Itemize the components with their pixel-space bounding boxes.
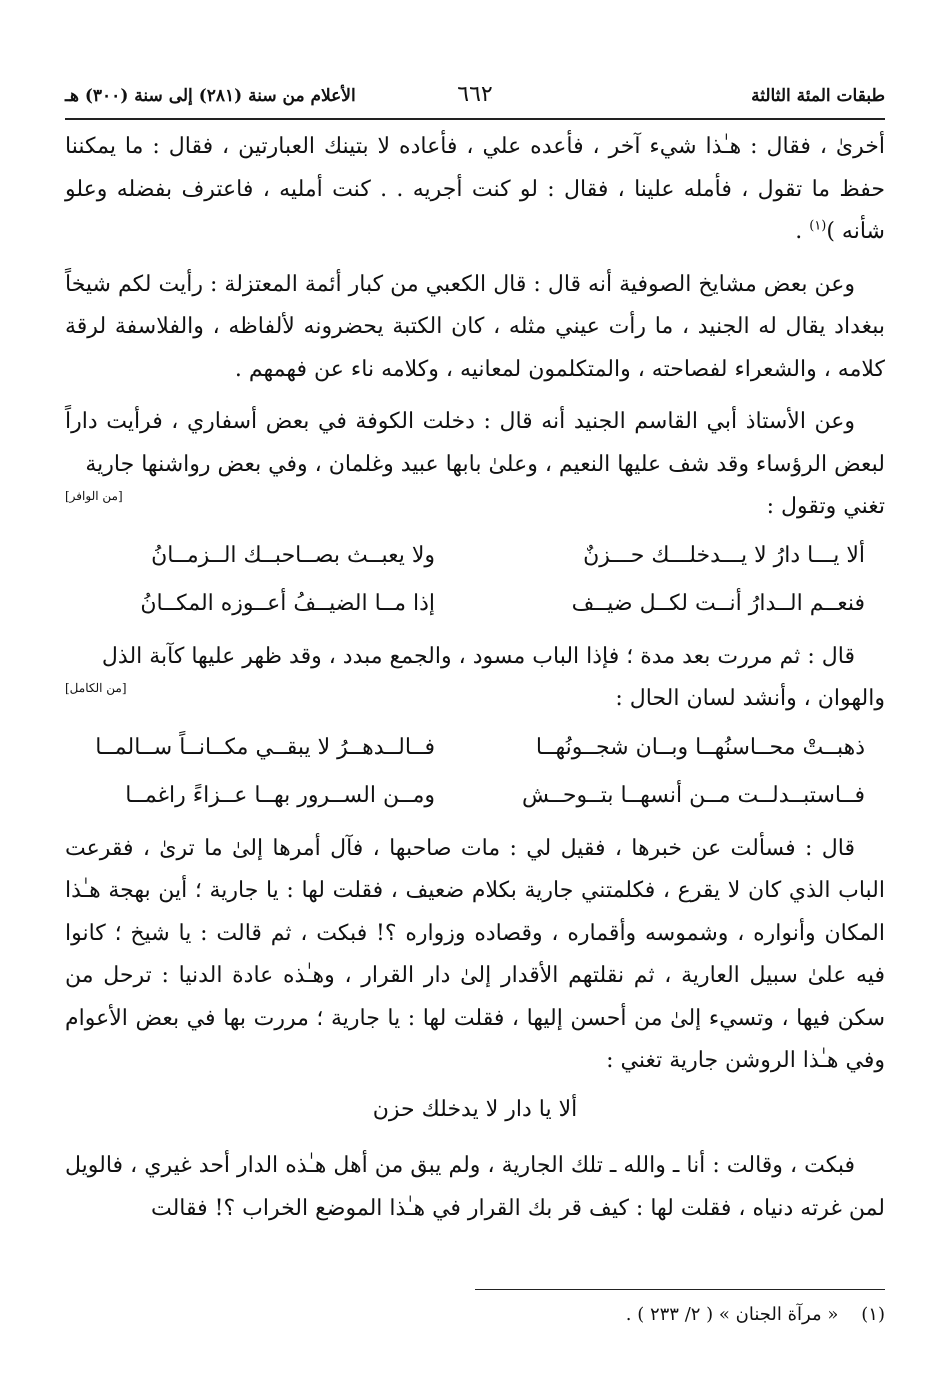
paragraph-6-text: فبكت ، وقالت : أنا ـ والله ـ تلك الجارية ، ولم يبق من أهل هـٰذه الدار أحد غيري ، فالويل لمن غرته دنياه ، فقلت لها : كيف قر بك القرار في هـٰذا الموضع الخراب ؟! فقالت bbox=[65, 1153, 885, 1221]
paragraph-1-text: أخرىٰ ، فقال : هـٰذا شيء آخر ، فأعده علي ، فأعاده لا بتينك العبارتين ، فقال : ما يمكننا حفظ ما تقول ، فأمله علينا ، فقال : لو كنت أجريه . . كنت أمليه ، فاعترف بفضله وعلو شأنه ) bbox=[65, 134, 885, 244]
meter-label: [من الوافر] bbox=[65, 489, 123, 503]
paragraph-1-end: . bbox=[795, 219, 810, 244]
verse-line bbox=[65, 535, 885, 578]
paragraph-3-last-text: تغني وتقول : bbox=[766, 494, 885, 519]
poem-2 bbox=[65, 727, 885, 818]
paragraph-4 bbox=[65, 636, 885, 679]
footnote-number: (١) bbox=[861, 1304, 885, 1325]
verse-line bbox=[65, 727, 885, 770]
header-section-title: طبقات المئة الثالثة bbox=[751, 86, 885, 106]
footnote-rule bbox=[475, 1289, 885, 1290]
verse-second-hemistich: فــالــدهــرُ لا يبقــي مكــانــاً ســالمــا bbox=[95, 734, 435, 760]
paragraph-3 bbox=[65, 401, 885, 486]
paragraph-2 bbox=[65, 264, 885, 392]
verse-line bbox=[65, 775, 885, 818]
running-header bbox=[65, 82, 885, 116]
paragraph-4-last-line bbox=[65, 678, 885, 721]
verse-first-hemistich: ذهبــتْ محــاسنُهــا وبــان شجــونُهــا bbox=[535, 734, 865, 760]
paragraph-4-last-text: والهوان ، وأنشد لسان الحال : bbox=[615, 686, 885, 711]
paragraph-5 bbox=[65, 828, 885, 1083]
paragraph-1 bbox=[65, 126, 885, 254]
header-rule bbox=[65, 118, 885, 120]
paragraph-6 bbox=[65, 1145, 885, 1230]
quoted-verse: ألا يا دار لا يدخلك حزن bbox=[372, 1096, 578, 1122]
paragraph-4-text: قال : ثم مررت بعد مدة ؛ فإذا الباب مسود ، والجمع مبدد ، وقد ظهر عليها كآبة الذل bbox=[101, 643, 855, 669]
header-period-title: الأعلام من سنة (٢٨١) إلى سنة (٣٠٠) هـ bbox=[65, 86, 356, 106]
poem-1 bbox=[65, 535, 885, 626]
paragraph-2-text: وعن بعض مشايخ الصوفية أنه قال : قال الكعبي من كبار أئمة المعتزلة : رأيت لكم شيخاً ببغداد يقال له الجنيد ، ما رأت عيني مثله ، كان الكتبة يحضرونه لألفاظه ، والفلاسفة لرقة كلامه ، والشعراء لفصاحته ، والمتكلمون لمعانيه ، وكلامه ناء عن فهمهم . bbox=[65, 271, 885, 382]
verse-first-hemistich: ألا يـــا دارُ لا يـــدخلـــك حـــزنٌ bbox=[583, 542, 865, 568]
paragraph-5-text: قال : فسألت عن خبرها ، فقيل لي : مات صاحبها ، فآل أمرها إلىٰ ما ترىٰ ، فقرعت الباب الذي كان لا يقرع ، فكلمتني جارية بكلام ضعيف ، فقلت لها : يا جارية ؛ أين بهجة هـٰذا المكان وأنواره ، وشموسه وأقماره ، وقصاده وزواره ؟! فبكت ، ثم قالت : يا شيخ ؛ كانوا فيه علىٰ سبيل العارية ، ثم نقلتهم الأقدار إلىٰ دار القرار ، وهـٰذه عادة الدنيا : ترحل من سكن فيها ، وتسيء إلىٰ من أحسن إليها ، فقلت لها : يا جارية ؛ مررت بها في بعض الأعوام وفي هـٰذا الروشن جارية تغني : bbox=[65, 835, 885, 1073]
page-body bbox=[65, 126, 885, 1230]
paragraph-3-text: وعن الأستاذ أبي القاسم الجنيد أنه قال : دخلت الكوفة في بعض أسفاري ، فرأيت داراً لبعض الرؤساء وقد شف عليها النعيم ، وعلىٰ بابها عبيد وغلمان ، وفي بعض رواشنها جارية bbox=[65, 409, 885, 477]
verse-first-hemistich: فنعــم الــدارُ أنــت لكــل ضيــف bbox=[571, 591, 865, 616]
page-number: ٦٦٢ bbox=[457, 82, 493, 107]
footnote bbox=[65, 1300, 885, 1330]
verse-first-hemistich: فــاستبــدلــت مــن أنسهــا بتــوحــش bbox=[521, 783, 865, 808]
footnote-ref[interactable]: (١) bbox=[809, 218, 827, 234]
verse-line bbox=[65, 583, 885, 626]
meter-label: [من الكامل] bbox=[65, 681, 127, 695]
verse-second-hemistich: إذا مــا الضيــفُ أعــوزه المكــانُ bbox=[140, 591, 435, 616]
verse-second-hemistich: ومــن الســرور بهــا عــزاءً راغمــا bbox=[125, 783, 435, 808]
verse-second-hemistich: ولا يعبــث بصــاحبــك الــزمــانُ bbox=[151, 542, 435, 568]
paragraph-3-last-line bbox=[65, 486, 885, 529]
footnote-text: « مرآة الجنان » ( ٢/ ٢٣٣ ) . bbox=[625, 1304, 839, 1325]
